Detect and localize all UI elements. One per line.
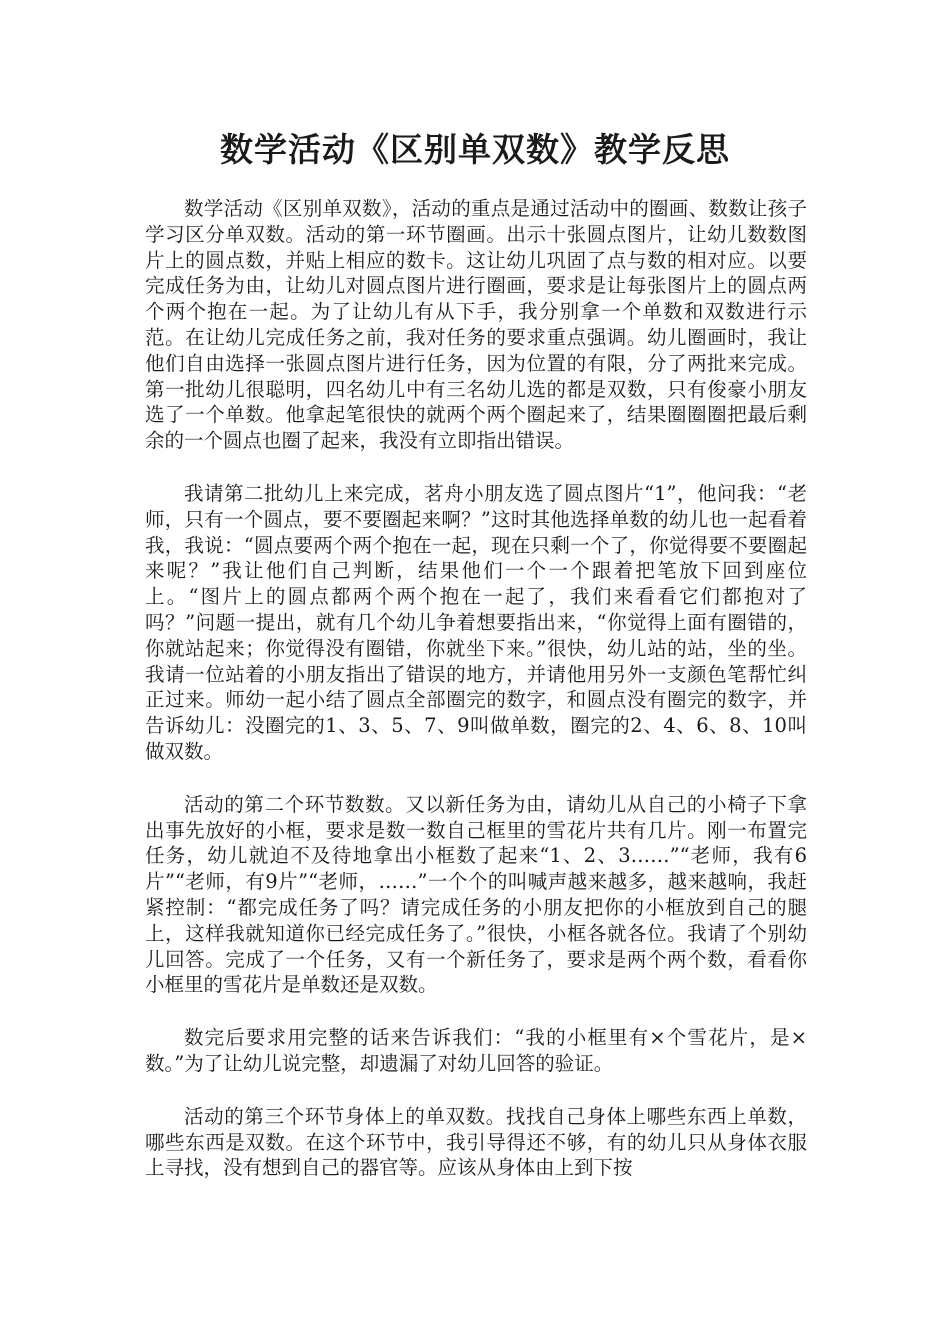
document-body [145,196,807,1208]
paragraph-5: 活动的第三个环节身体上的单双数。找找自己身体上哪些东西上单数，哪些东西是双数。在这个环节中，我引导得还不够，有的幼儿只从身体衣服上寻找，没有想到自己的器官等。应该从身体由上到下按 [145,1104,807,1180]
paragraph-4: 数完后要求用完整的话来告诉我们：“我的小框里有×个雪花片，是×数。”为了让幼儿说完整，却遗漏了对幼儿回答的验证。 [145,1026,807,1075]
paragraph-2: 我请第二批幼儿上来完成，茗舟小朋友选了圆点图片“1”，他问我：“老师，只有一个圆点，要不要圈起来啊？”这时其他选择单数的幼儿也一起看着我，我说：“圆点要两个两个抱在一起，现在只剩一个了，你觉得要不要圈起来呢？”我让他们自己判断，结果他们一个一个跟着把笔放下回到座位上。“图片上的圆点都两个两个抱在一起了，我们来看看它们都抱对了吗？”问题一提出，就有几个幼儿争着想要指出来，“你觉得上面有圈错的，你就站起来；你觉得没有圈错，你就坐下来。”很快，幼儿站的站，坐的坐。我请一位站着的小朋友指出了错误的地方，并请他用另外一支颜色笔帮忙纠正过来。师幼一起小结了圆点全部圈完的数字，和圆点没有圈完的数字，并告诉幼儿：没圈完的1、3、5、7、9叫做单数，圈完的2、4、6、8、10叫做双数。 [145,481,807,763]
paragraph-3: 活动的第二个环节数数。又以新任务为由，请幼儿从自己的小椅子下拿出事先放好的小框，要求是数一数自己框里的雪花片共有几片。刚一布置完任务，幼儿就迫不及待地拿出小框数了起来“1、2、3……”“老师，我有6片”“老师，有9片”“老师，……”一个个的叫喊声越来越多，越来越响，我赶紧控制：“都完成任务了吗？请完成任务的小朋友把你的小框放到自己的腿上，这样我就知道你已经完成任务了。”很快，小框各就各位。我请了个别幼儿回答。完成了一个任务，又有一个新任务了，要求是两个两个数，看看你小框里的雪花片是单数还是双数。 [145,792,807,997]
paragraph-1: 数学活动《区别单双数》，活动的重点是通过活动中的圈画、数数让孩子学习区分单双数。活动的第一环节圈画。出示十张圆点图片，让幼儿数数图片上的圆点数，并贴上相应的数卡。这让幼儿巩固了点与数的相对应。以要完成任务为由，让幼儿对圆点图片进行圈画，要求是让每张图片上的圆点两个两个抱在一起。为了让幼儿有从下手，我分别拿一个单数和双数进行示范。在让幼儿完成任务之前，我对任务的要求重点强调。幼儿圈画时，我让他们自由选择一张圆点图片进行任务，因为位置的有限，分了两批来完成。第一批幼儿很聪明，四名幼儿中有三名幼儿选的都是双数，只有俊豪小朋友选了一个单数。他拿起笔很快的就两个两个圈起来了，结果圈圈圈把最后剩余的一个圆点也圈了起来，我没有立即指出错误。 [145,197,807,453]
document-title: 数学活动《区别单双数》教学反思 [220,130,730,169]
